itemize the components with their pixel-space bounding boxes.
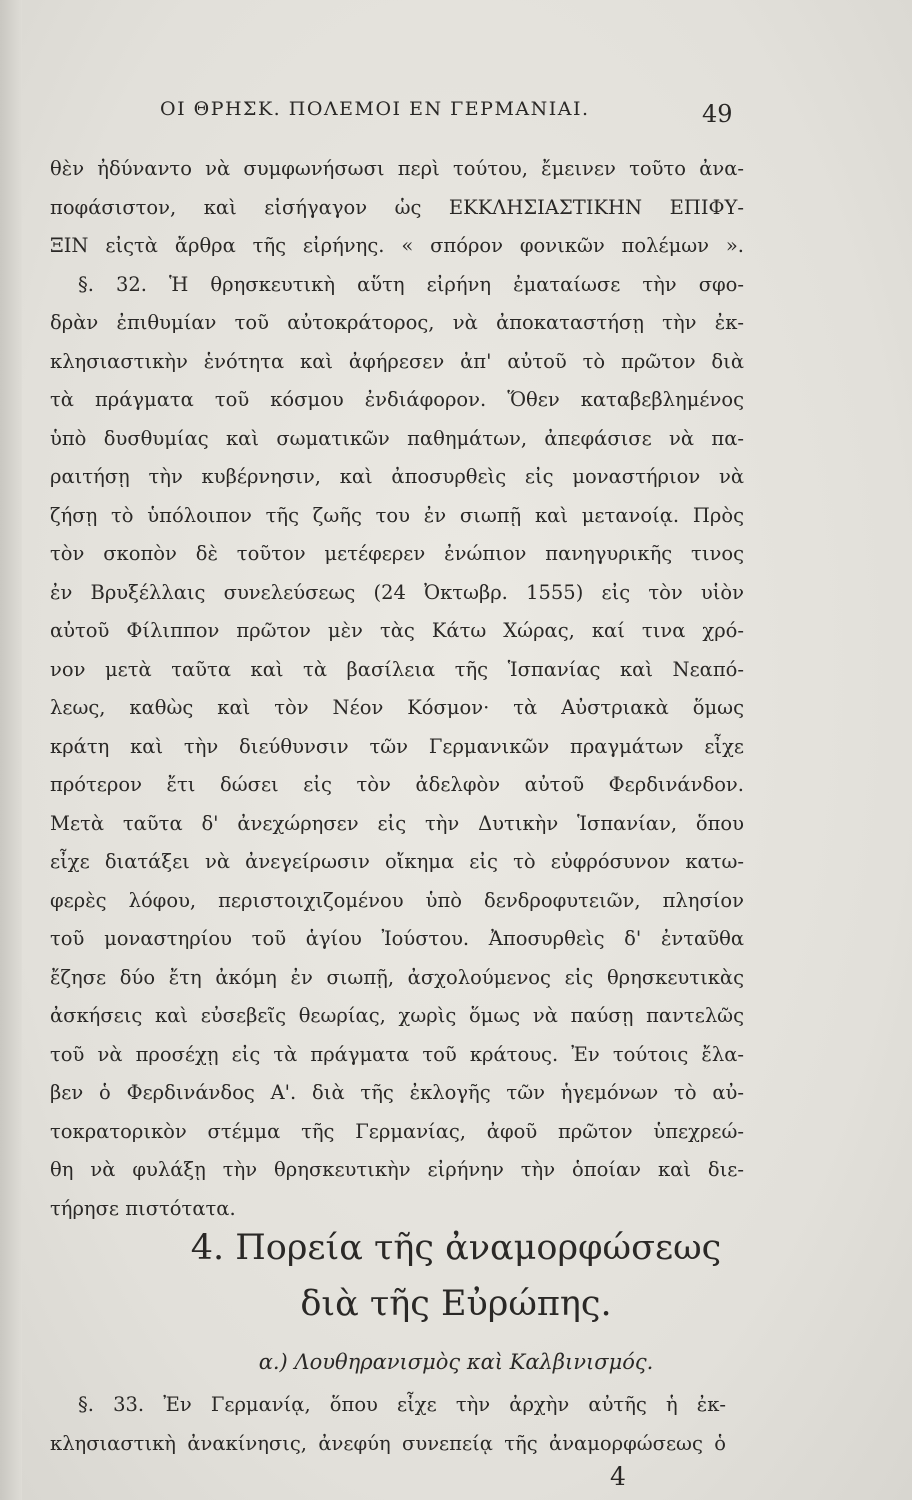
printer-signature-mark: 4 <box>610 1462 626 1491</box>
text-line: νον μετὰ ταῦτα καὶ τὰ βασίλεια τῆς Ἱσπανίας καὶ Νεαπό- <box>50 657 744 681</box>
text-line: τὰ πράγματα τοῦ κόσμου ἐνδιάφορον. Ὅθεν καταβεβλημένος <box>50 388 744 411</box>
page-spine-shadow <box>0 0 22 1500</box>
text-line: λεως, καθὼς καὶ τὸν Νέον Κόσμον· τὰ Αὐστριακὰ ὅμως <box>50 696 744 719</box>
text-line: πρότερον ἔτι δώσει εἰς τὸν ἀδελφὸν αὐτοῦ Φερδινάνδον. <box>50 773 744 796</box>
text-line: κλησιαστικὴ ἀνακίνησις, ἀνεφύη συνεπείᾳ τῆς ἀναμορφώσεως ὁ <box>50 1431 726 1455</box>
text-line: τοῦ μοναστηρίου τοῦ ἁγίου Ἰούστου. Ἀποσυρθεὶς δ' ἐνταῦθα <box>50 927 744 950</box>
text-line: θη νὰ φυλάξῃ τὴν θρησκευτικὴν εἰρήνην τὴν ὁποίαν καὶ διε- <box>50 1158 744 1181</box>
paragraph-33 <box>50 1386 726 1463</box>
text-line: αὐτοῦ Φίλιππον πρῶτον μὲν τὰς Κάτω Χώρας, καί τινα χρό- <box>50 619 744 642</box>
text-line: τοῦ νὰ προσέχῃ εἰς τὰ πράγματα τοῦ κράτους. Ἐν τούτοις ἔλα- <box>50 1042 744 1066</box>
text-line: τήρησε πιστότατα. <box>50 1196 236 1220</box>
section-heading-line-1: 4. Πορεία τῆς ἀναμορφώσεως <box>190 1228 722 1268</box>
text-line: εἶχε διατάξει νὰ ἀνεγείρωσιν οἴκημα εἰς τὸ εὐφρόσυνον κατω- <box>50 850 744 873</box>
section-heading-line-2: διὰ τῆς Εὐρώπης. <box>300 1284 612 1324</box>
text-line: ὑπὸ δυσθυμίας καὶ σωματικῶν παθημάτων, ἀπεφάσισε νὰ πα- <box>50 426 744 450</box>
text-line: τοκρατορικὸν στέμμα τῆς Γερμανίας, ἀφοῦ πρῶτον ὑπεχρεώ- <box>50 1119 744 1143</box>
text-line: ἔζησε δύο ἔτη ἀκόμη ἐν σιωπῇ, ἀσχολούμενος εἰς θρησκευτικὰς <box>50 965 744 989</box>
paragraph-32 <box>50 150 744 1228</box>
text-line: κράτη καὶ τὴν διεύθυνσιν τῶν Γερμανικῶν πραγμάτων εἶχε <box>50 734 744 758</box>
text-line: βεν ὁ Φερδινάνδος Α'. διὰ τῆς ἐκλογῆς τῶν ἡγεμόνων τὸ αὐ- <box>50 1081 744 1104</box>
text-line: ἀσκήσεις καὶ εὐσεβεῖς θεωρίας, χωρὶς ὅμως νὰ παύσῃ παντελῶς <box>50 1004 744 1027</box>
text-line: θὲν ἠδύναντο νὰ συμφωνήσωσι περὶ τούτου, ἔμεινεν τοῦτο ἀνα- <box>50 157 744 180</box>
text-line: Μετὰ ταῦτα δ' ἀνεχώρησεν εἰς τὴν Δυτικὴν Ἱσπανίαν, ὅπου <box>50 811 744 835</box>
text-line: ραιτήσῃ τὴν κυβέρνησιν, καὶ ἀποσυρθεὶς εἰς μοναστήριον νὰ <box>50 465 744 488</box>
text-line: ποφάσιστον, καὶ εἰσήγαγον ὡς ΕΚΚΛΗΣΙΑΣΤΙΚΗΝ ΕΠΙΦΥ- <box>50 195 744 219</box>
page-number: 49 <box>702 100 733 128</box>
running-head: ΟΙ ΘΡΗΣΚ. ΠΟΛΕΜΟΙ ΕΝ ΓΕΡΜΑΝΙΑΙ. <box>160 98 590 120</box>
text-line: ἐν Βρυξέλλαις συνελεύσεως (24 Ὀκτωβρ. 1555) εἰς τὸν υἱὸν <box>50 580 744 604</box>
text-line: κλησιαστικὴν ἑνότητα καὶ ἀφήρεσεν ἀπ' αὐτοῦ τὸ πρῶτον διὰ <box>50 349 744 373</box>
text-line: δρὰν ἐπιθυμίαν τοῦ αὐτοκράτορος, νὰ ἀποκαταστήσῃ τὴν ἐκ- <box>50 311 744 334</box>
text-line: τὸν σκοπὸν δὲ τοῦτον μετέφερεν ἐνώπιον πανηγυρικῆς τινος <box>50 542 744 565</box>
text-line: §. 33. Ἐν Γερμανίᾳ, ὅπου εἶχε τὴν ἀρχὴν αὐτῆς ἡ ἐκ- <box>78 1393 726 1416</box>
text-line: §. 32. Ἡ θρησκευτικὴ αὕτη εἰρήνη ἐματαίωσε τὴν σφο- <box>78 272 744 296</box>
text-line: ΞΙΝ εἰςτὰ ἄρθρα τῆς εἰρήνης. « σπόρον φονικῶν πολέμων ». <box>50 234 744 257</box>
text-line: ζήσῃ τὸ ὑπόλοιπον τῆς ζωῆς του ἐν σιωπῇ καὶ μετανοίᾳ. Πρὸς <box>50 503 744 527</box>
subsection-heading: α.) Λουθηρανισμὸς καὶ Καλβινισμός. <box>258 1350 654 1374</box>
text-line: φερὲς λόφου, περιστοιχιζομένου ὑπὸ δενδροφυτειῶν, πλησίον <box>50 888 744 912</box>
